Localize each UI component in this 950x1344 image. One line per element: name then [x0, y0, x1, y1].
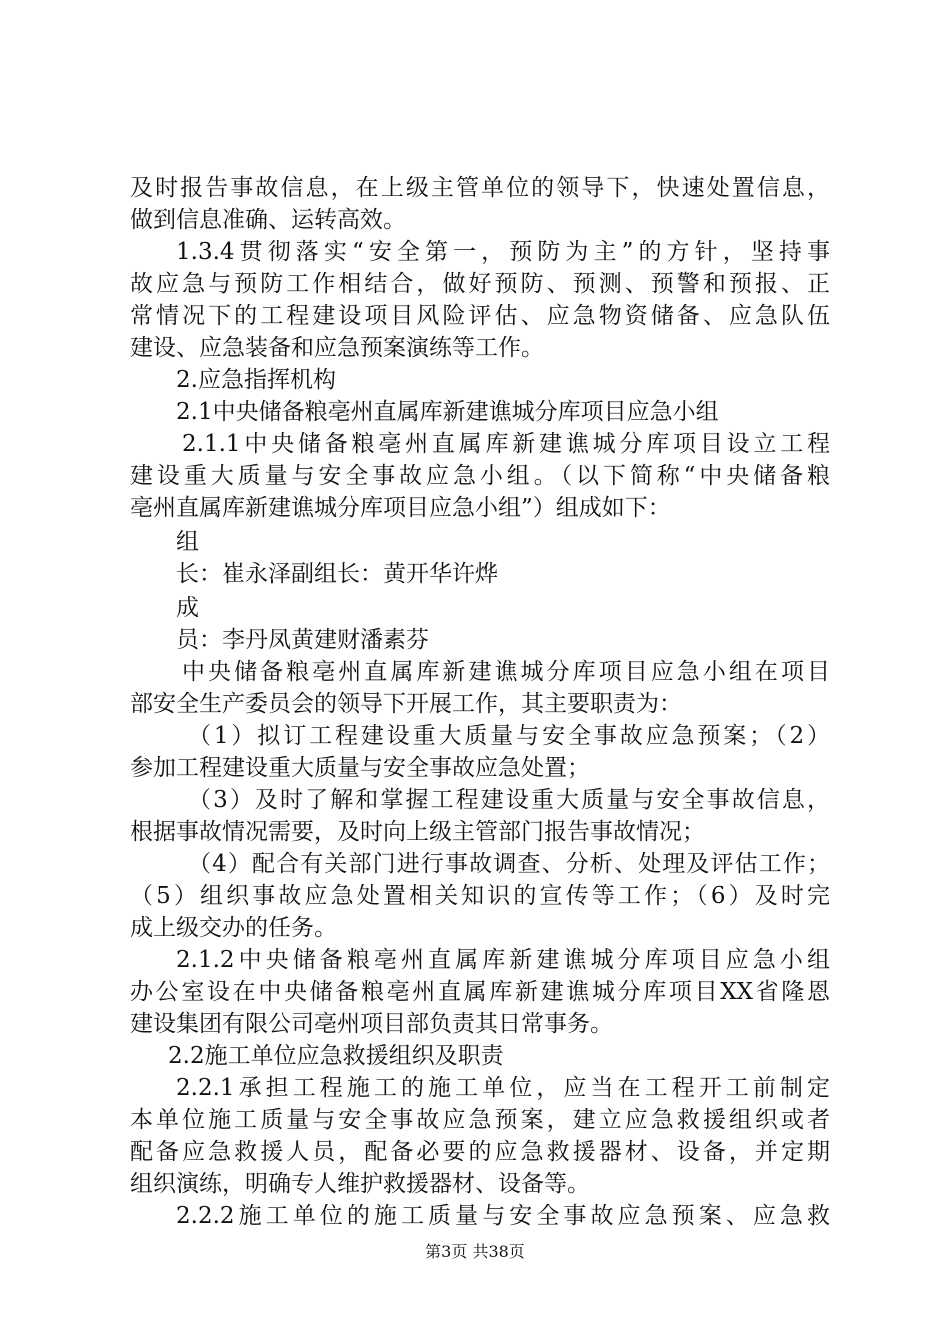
text-line: （4）配合有关部门进行事故调查、分析、处理及评估工作；: [188, 851, 830, 877]
text-line: （5）组织事故应急处置相关知识的宣传等工作；（6）及时完: [130, 883, 830, 909]
text-line: 根据事故情况需要，及时向上级主管部门报告事故情况；: [130, 819, 705, 845]
text-line: 员：李丹凤黄建财潘素芬: [176, 627, 429, 653]
text-line: 亳州直属库新建谯城分库项目应急小组”）组成如下：: [130, 495, 671, 521]
section-heading: 2.1中央储备粮亳州直属库新建谯城分库项目应急小组: [176, 399, 719, 425]
section-heading: 2.应急指挥机构: [176, 367, 336, 393]
text-line: 组: [176, 529, 199, 555]
text-line: 中央储备粮亳州直属库新建谯城分库项目应急小组在项目: [182, 659, 830, 685]
text-line: （1）拟订工程建设重大质量与安全事故应急预案；（2）: [188, 723, 830, 749]
text-line: 长：崔永泽副组长：黄开华许烨: [176, 561, 498, 587]
text-line: 做到信息准确、运转高效。: [130, 207, 406, 233]
text-line: 2.1.1中央储备粮亳州直属库新建谯城分库项目设立工程: [182, 431, 830, 457]
text-line: 本单位施工质量与安全事故应急预案，建立应急救援组织或者: [130, 1107, 830, 1133]
text-line: 2.2.1承担工程施工的施工单位，应当在工程开工前制定: [176, 1075, 830, 1101]
text-line: 参加工程建设重大质量与安全事故应急处置；: [130, 755, 590, 781]
text-line: 成: [176, 595, 199, 621]
text-line: 建设集团有限公司亳州项目部负责其日常事务。: [130, 1011, 613, 1037]
text-line: 及时报告事故信息，在上级主管单位的领导下，快速处置信息，: [130, 175, 830, 201]
text-line: （3）及时了解和掌握工程建设重大质量与安全事故信息，: [188, 787, 830, 813]
text-line: 1.3.4贯彻落实“安全第一，预防为主”的方针，坚持事: [176, 239, 830, 265]
text-line: 建设重大质量与安全事故应急小组。（以下简称“中央储备粮: [130, 463, 830, 489]
text-line: 配备应急救援人员，配备必要的应急救援器材、设备，并定期: [130, 1139, 830, 1165]
page-footer: 第3页 共38页: [425, 1242, 525, 1261]
text-line: 部安全生产委员会的领导下开展工作，其主要职责为：: [130, 691, 682, 717]
text-line: 成上级交办的任务。: [130, 915, 337, 941]
section-heading: 2.2施工单位应急救援组织及职责: [168, 1043, 504, 1069]
text-line: 组织演练，明确专人维护救援器材、设备等。: [130, 1171, 590, 1197]
text-line: 故应急与预防工作相结合，做好预防、预测、预警和预报、正: [130, 271, 830, 297]
text-line: 2.2.2施工单位的施工质量与安全事故应急预案、应急救: [176, 1203, 830, 1229]
text-line: 2.1.2中央储备粮亳州直属库新建谯城分库项目应急小组: [176, 947, 830, 973]
document-body: [130, 172, 830, 1232]
text-line: 建设、应急装备和应急预案演练等工作。: [130, 335, 544, 361]
text-line: 办公室设在中央储备粮亳州直属库新建谯城分库项目XX省隆恩: [130, 979, 830, 1005]
text-line: 常情况下的工程建设项目风险评估、应急物资储备、应急队伍: [130, 303, 830, 329]
